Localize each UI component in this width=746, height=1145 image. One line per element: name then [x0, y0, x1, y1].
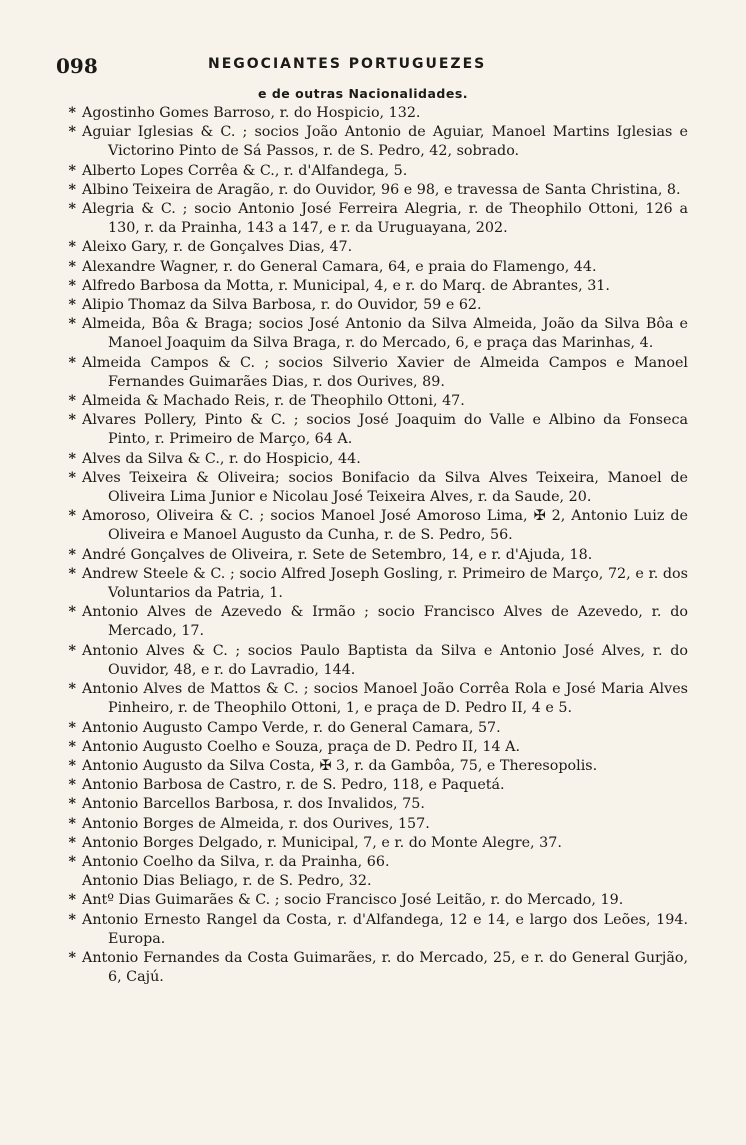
entry-text: Alberto Lopes Corrêa & C., r. d'Alfandega, 5.	[82, 162, 408, 179]
asterisk-mark: *	[68, 757, 76, 774]
asterisk-mark: *	[68, 565, 76, 582]
asterisk-mark: *	[68, 277, 76, 294]
directory-entry	[56, 296, 688, 315]
asterisk-mark: *	[68, 508, 76, 525]
asterisk-mark: *	[68, 393, 76, 410]
directory-entry	[56, 354, 688, 392]
asterisk-mark: *	[68, 815, 76, 832]
asterisk-mark: *	[68, 853, 76, 870]
entry-text: Alves Teixeira & Oliveira; socios Bonifacio da Silva Alves Teixeira, Manoel de Oliveira Lima Junior e Nicolau José Teixeira Alves, r. da Saude, 20.	[82, 469, 688, 506]
directory-entry	[56, 162, 688, 181]
directory-entry	[56, 853, 688, 872]
asterisk-mark: *	[68, 162, 76, 179]
asterisk-mark: *	[68, 450, 76, 467]
entry-text: Aguiar Iglesias & C. ; socios João Antonio de Aguiar, Manoel Martins Iglesias e Victorino Pinto de Sá Passos, r. de S. Pedro, 42, sobrado.	[82, 124, 688, 160]
directory-entry	[56, 315, 688, 353]
asterisk-mark: *	[68, 604, 76, 621]
asterisk-mark: *	[68, 239, 76, 256]
directory-entry	[56, 104, 688, 123]
directory-entry	[56, 450, 688, 469]
entry-text: Almeida & Machado Reis, r. de Theophilo Ottoni, 47.	[82, 393, 465, 410]
directory-entry	[56, 565, 688, 603]
directory-entry	[56, 680, 688, 718]
entry-text: Antonio Barbosa de Castro, r. de S. Pedro, 118, e Paquetá.	[82, 777, 505, 794]
entry-text: Antonio Dias Beliago, r. de S. Pedro, 32.	[82, 873, 372, 890]
entry-text: Antonio Alves de Mattos & C. ; socios Manoel João Corrêa Rola e José Maria Alves Pinheiro, r. de Theophilo Ottoni, 1, e praça de D. Pedro II, 4 e 5.	[82, 681, 688, 717]
directory-entry	[56, 123, 688, 161]
asterisk-mark: *	[68, 777, 76, 794]
asterisk-mark: *	[68, 124, 76, 141]
entry-text: Antonio Barcellos Barbosa, r. dos Invalidos, 75.	[82, 796, 425, 813]
entry-text: Alipio Thomaz da Silva Barbosa, r. do Ouvidor, 59 e 62.	[82, 297, 482, 314]
entry-text: Antonio Alves & C. ; socios Paulo Baptista da Silva e Antonio José Alves, r. do Ouvidor, 48, e r. do Lavradio, 144.	[82, 642, 688, 678]
entry-text: Alvares Pollery, Pinto & C. ; socios José Joaquim do Valle e Albino da Fonseca Pinto, r. Primeiro de Março, 64 A.	[82, 412, 688, 448]
directory-entry	[56, 872, 688, 891]
asterisk-mark: *	[68, 892, 76, 909]
directory-entry	[56, 546, 688, 565]
entry-text: Alexandre Wagner, r. do General Camara, 64, e praia do Flamengo, 44.	[82, 258, 597, 275]
asterisk-mark: *	[68, 469, 76, 486]
directory-entry	[56, 411, 688, 449]
entry-text: Alves da Silva & C., r. do Hospicio, 44.	[82, 450, 361, 467]
running-title: NEGOCIANTES PORTUGUEZES	[208, 56, 487, 72]
directory-entry	[56, 200, 688, 238]
directory-entry	[56, 258, 688, 277]
asterisk-mark: *	[68, 201, 76, 218]
directory-entry	[56, 277, 688, 296]
directory-entry	[56, 911, 688, 949]
entry-text: Antonio Borges Delgado, r. Municipal, 7, e r. do Monte Alegre, 37.	[82, 834, 562, 851]
directory-entry	[56, 815, 688, 834]
page-number: 098	[56, 54, 98, 78]
asterisk-mark: *	[68, 105, 76, 121]
asterisk-mark: *	[68, 412, 76, 429]
entry-text: Aleixo Gary, r. de Gonçalves Dias, 47.	[82, 239, 353, 256]
entry-text: Antonio Borges de Almeida, r. dos Ourives, 157.	[82, 815, 430, 832]
asterisk-mark: *	[68, 738, 76, 755]
page-header	[56, 54, 676, 84]
directory-entry	[56, 469, 688, 507]
entry-text: Agostinho Gomes Barroso, r. do Hospicio, 132.	[82, 105, 421, 121]
directory-entry	[56, 603, 688, 641]
asterisk-mark: *	[68, 719, 76, 736]
asterisk-mark: *	[68, 642, 76, 659]
asterisk-mark: *	[68, 297, 76, 314]
directory-entry	[56, 757, 688, 776]
asterisk-mark: *	[68, 181, 76, 198]
entry-list	[56, 104, 688, 987]
directory-entry	[56, 719, 688, 738]
entry-text: Antonio Alves de Azevedo & Irmão ; socio Francisco Alves de Azevedo, r. do Mercado, 17.	[82, 604, 688, 640]
directory-entry	[56, 776, 688, 795]
directory-entry	[56, 642, 688, 680]
asterisk-mark: *	[68, 949, 76, 966]
entry-text: Antonio Augusto da Silva Costa, ✠ 3, r. da Gambôa, 75, e Theresopolis.	[82, 757, 598, 774]
directory-entry	[56, 834, 688, 853]
entry-text: Alegria & C. ; socio Antonio José Ferreira Alegria, r. de Theophilo Ottoni, 126 a 130, r. da Prainha, 143 a 147, e r. da Uruguayana, 202.	[82, 201, 688, 237]
asterisk-mark: *	[68, 681, 76, 698]
entry-text: Antonio Ernesto Rangel da Costa, r. d'Alfandega, 12 e 14, e largo dos Leões, 194. Europa.	[82, 911, 688, 947]
asterisk-mark: *	[68, 911, 76, 928]
entry-text: Antonio Fernandes da Costa Guimarães, r. do Mercado, 25, e r. do General Gurjão, 6, Cajú.	[82, 949, 688, 986]
asterisk-mark: *	[68, 546, 76, 563]
entry-text: Albino Teixeira de Aragão, r. do Ouvidor, 96 e 98, e travessa de Santa Christina, 8.	[82, 181, 681, 198]
directory-entry	[56, 392, 688, 411]
entry-text: Andrew Steele & C. ; socio Alfred Joseph Gosling, r. Primeiro de Março, 72, e r. dos Voluntarios da Patria, 1.	[82, 565, 688, 602]
asterisk-mark: *	[68, 258, 76, 275]
directory-entry	[56, 738, 688, 757]
asterisk-mark: *	[68, 354, 76, 371]
directory-entry	[56, 507, 688, 545]
entry-text: Antonio Augusto Coelho e Souza, praça de D. Pedro II, 14 A.	[82, 738, 520, 755]
entry-text: Antº Dias Guimarães & C. ; socio Francisco José Leitão, r. do Mercado, 19.	[82, 892, 624, 909]
directory-entry	[56, 795, 688, 814]
directory-entry	[56, 238, 688, 257]
section-subtitle: e de outras Nacionalidades.	[258, 86, 469, 101]
asterisk-mark: *	[68, 834, 76, 851]
entry-text: Alfredo Barbosa da Motta, r. Municipal, 4, e r. do Marq. de Abrantes, 31.	[82, 277, 610, 294]
asterisk-mark: *	[68, 316, 76, 333]
directory-entry	[56, 181, 688, 200]
directory-entry	[56, 891, 688, 910]
entry-text: Almeida Campos & C. ; socios Silverio Xavier de Almeida Campos e Manoel Fernandes Guimarães Dias, r. dos Ourives, 89.	[82, 354, 688, 390]
directory-entry	[56, 949, 688, 987]
entry-text: Antonio Coelho da Silva, r. da Prainha, 66.	[82, 853, 390, 870]
entry-text: Almeida, Bôa & Braga; socios José Antonio da Silva Almeida, João da Silva Bôa e Manoel Joaquim da Silva Braga, r. do Mercado, 6, e praça das Marinhas, 4.	[82, 316, 688, 352]
entry-text: André Gonçalves de Oliveira, r. Sete de Setembro, 14, e r. d'Ajuda, 18.	[82, 546, 593, 563]
entry-text: Amoroso, Oliveira & C. ; socios Manoel José Amoroso Lima, ✠ 2, Antonio Luiz de Oliveira e Manoel Augusto da Cunha, r. de S. Pedro, 56.	[82, 508, 688, 544]
entry-text: Antonio Augusto Campo Verde, r. do General Camara, 57.	[82, 719, 501, 736]
asterisk-mark: *	[68, 796, 76, 813]
